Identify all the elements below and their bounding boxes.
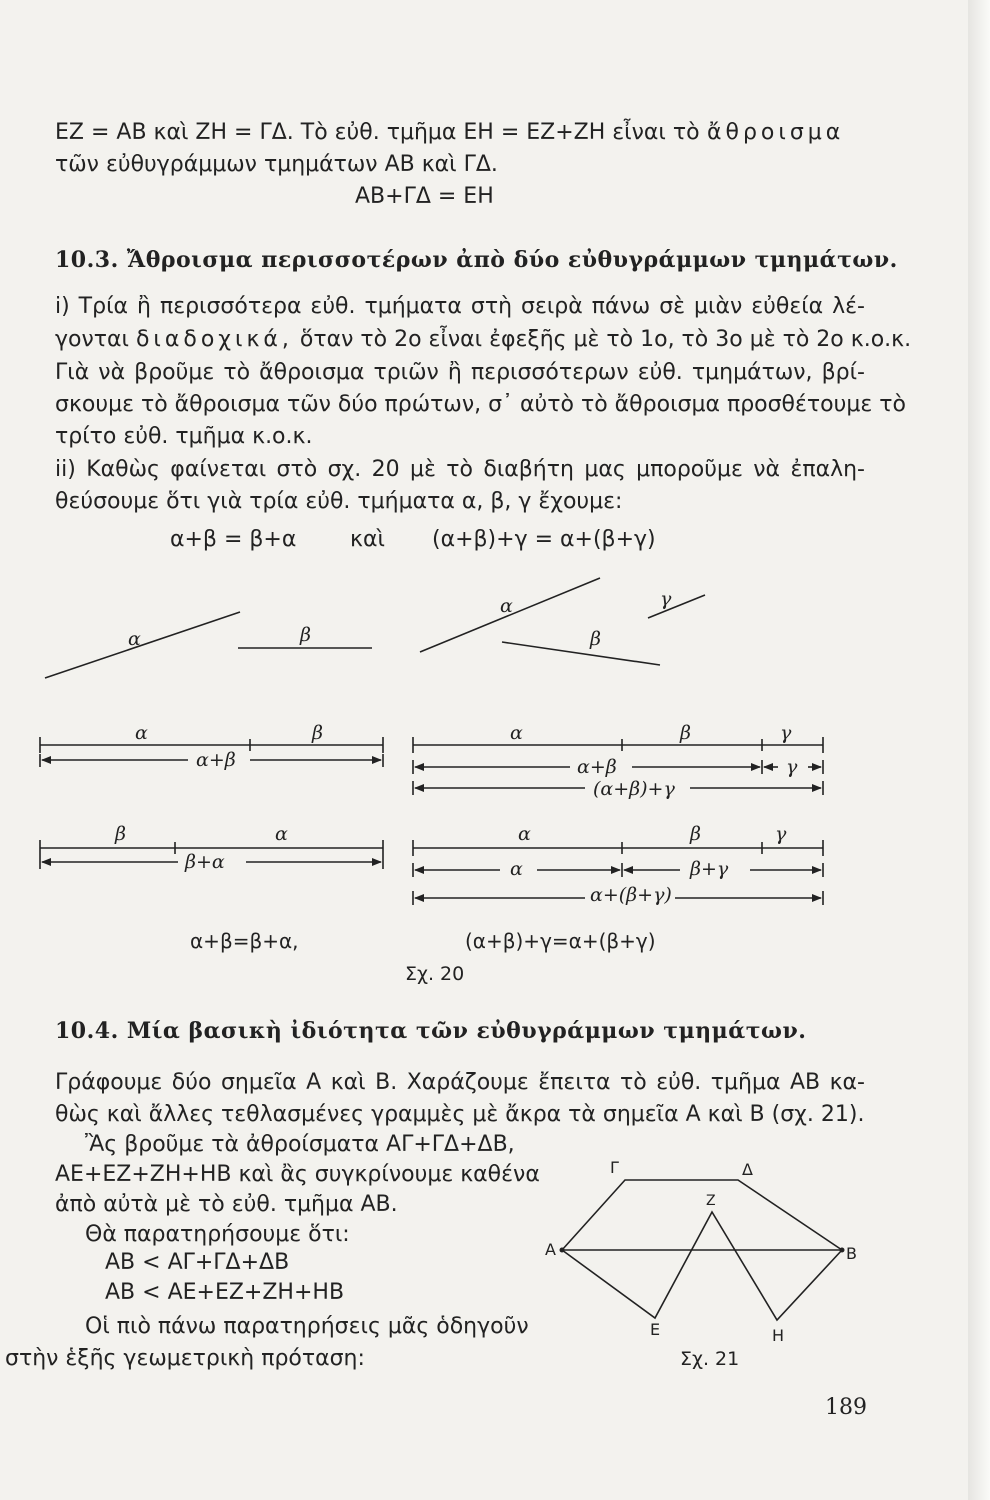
formula-commutative: α+β = β+α	[170, 527, 297, 552]
label-a: α	[275, 823, 288, 845]
point-A: Α	[545, 1240, 556, 1259]
point-D: Δ	[742, 1160, 753, 1179]
section-heading: 10.4. Μία βασικὴ ἰδιότητα τῶν εὐθυγράμμων τμημάτων.	[55, 1018, 807, 1044]
broken-line-AGDB	[562, 1180, 842, 1250]
broken-line-AEZHB	[562, 1212, 842, 1320]
point-E: Ε	[650, 1320, 661, 1339]
label-a-plus-bg: α+(β+γ)	[590, 884, 672, 906]
text-run: ὅταν τὸ 2ο εἶναι ἐφεξῆς μὲ τὸ 1ο, τὸ 3ο μὲ τὸ 2ο κ.ο.κ.	[299, 327, 912, 352]
text-line: ἀπὸ αὐτὰ μὲ τὸ εὐθ. τμῆμα ΑΒ.	[55, 1192, 398, 1217]
text-line: Ἂς βροῦμε τὰ ἀθροίσματα ΑΓ+ΓΔ+ΔΒ,	[85, 1132, 515, 1157]
label-b: β	[590, 628, 601, 650]
label-g: γ	[786, 756, 798, 778]
caption-formula-right: (α+β)+γ=α+(β+γ)	[465, 929, 656, 953]
text-line: Θὰ παρατηρήσουμε ὅτι:	[85, 1222, 350, 1247]
point-H: Η	[772, 1326, 785, 1345]
point-G: Γ	[610, 1158, 619, 1177]
text-line: τρίτο εὐθ. τμῆμα κ.ο.κ.	[55, 424, 313, 449]
label-g: γ	[775, 823, 787, 845]
text-line: ΑΕ+ΕΖ+ΖΗ+ΗΒ καὶ ἂς συγκρίνουμε καθένα	[55, 1162, 540, 1187]
emphasized-word: ἄθροισμα	[707, 120, 845, 145]
label-b: β	[312, 722, 323, 744]
text-line: Γιὰ νὰ βροῦμε τὸ ἄθροισμα τριῶν ἢ περισσότερων εὐθ. τμημάτων, βρί-	[55, 360, 865, 385]
formula: ΑΒ+ΓΔ = ΕΗ	[355, 184, 494, 209]
label-g: γ	[660, 588, 672, 610]
label-a: α	[135, 722, 148, 744]
text-line: i) Τρία ἢ περισσότερα εὐθ. τμήματα στὴ σειρὰ πάνω σὲ μιὰν εὐθεία λέ-	[55, 294, 865, 319]
text-line: θεύσουμε ὅτι γιὰ τρία εὐθ. τμήματα α, β, γ ἔχουμε:	[55, 489, 623, 514]
text-run: ΕΖ = ΑΒ καὶ ΖΗ = ΓΔ. Τὸ εὐθ. τμῆμα ΕΗ = ΕΖ+ΖΗ εἶναι τὸ	[55, 120, 700, 145]
label-ab-plus-g: (α+β)+γ	[593, 778, 675, 800]
formula-associative: (α+β)+γ = α+(β+γ)	[432, 527, 656, 552]
text-line: θὼς καὶ ἄλλες τεθλασμένες γραμμὲς μὲ ἄκρα τὰ σημεῖα Α καὶ Β (σχ. 21).	[55, 1102, 865, 1127]
label-b-plus-g: β+γ	[690, 858, 729, 880]
point-Z: Ζ	[706, 1193, 716, 1209]
text-line: ii) Καθὼς φαίνεται στὸ σχ. 20 μὲ τὸ διαβήτη μας μποροῦμε νὰ ἐπαλη-	[55, 457, 865, 482]
point-B: Β	[846, 1244, 857, 1263]
label-b: β	[300, 624, 311, 646]
inequality-2: ΑΒ < ΑΕ+ΕΖ+ΖΗ+ΗΒ	[105, 1280, 345, 1305]
text-run: γονται	[55, 327, 129, 352]
figure-caption: Σχ. 21	[680, 1348, 740, 1370]
label-b: β	[680, 722, 691, 744]
label-g: γ	[780, 722, 792, 744]
label-a: α	[510, 858, 523, 880]
caption-formula-left: α+β=β+α,	[190, 929, 299, 953]
label-a: α	[128, 628, 141, 650]
label-a-plus-b: α+β	[196, 749, 236, 771]
page-number: 189	[825, 1395, 867, 1420]
label-b: β	[115, 823, 126, 845]
label-a: α	[510, 722, 523, 744]
text-line: τῶν εὐθυγράμμων τμημάτων ΑΒ καὶ ΓΔ.	[55, 152, 498, 177]
text-line: Οἱ πιὸ πάνω παρατηρήσεις μᾶς ὁδηγοῦν	[85, 1314, 529, 1339]
label-a: α	[518, 823, 531, 845]
inequality-1: ΑΒ < ΑΓ+ΓΔ+ΔΒ	[105, 1250, 290, 1275]
label-b: β	[690, 823, 701, 845]
text-line: Γράφουμε δύο σημεῖα Α καὶ Β. Χαράζουμε ἔπειτα τὸ εὐθ. τμῆμα ΑΒ κα-	[55, 1070, 865, 1095]
formula-connector: καὶ	[350, 527, 385, 552]
label-b-plus-a: β+α	[185, 851, 225, 873]
label-a-plus-b: α+β	[577, 756, 617, 778]
text-line: σκουμε τὸ ἄθροισμα τῶν δύο πρώτων, σ᾽ αὐτὸ τὸ ἄθροισμα προσθέτουμε τὸ	[55, 392, 906, 417]
text-line: στὴν ἑξῆς γεωμετρικὴ πρόταση:	[5, 1346, 365, 1371]
section-heading: 10.3. Ἄθροισμα περισσοτέρων ἀπὸ δύο εὐθυγράμμων τμημάτων.	[55, 247, 898, 273]
emphasized-word: διαδοχικά,	[135, 327, 293, 352]
figure-caption: Σχ. 20	[405, 963, 465, 985]
label-a: α	[500, 595, 513, 617]
